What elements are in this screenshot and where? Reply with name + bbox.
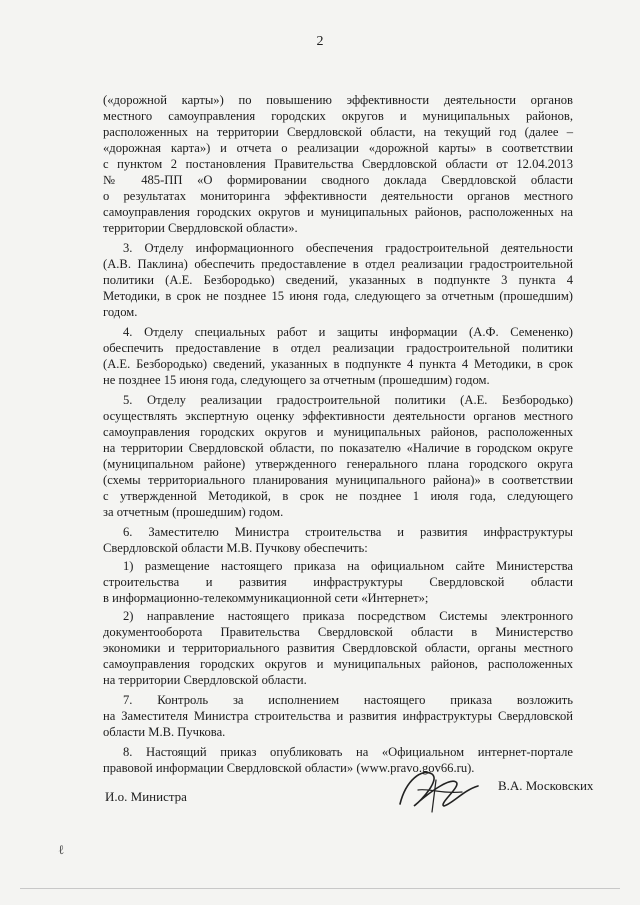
text-line: обеспечить предоставление в отдел реализации градостроительной политики	[103, 341, 573, 355]
text-line: на территории Свердловской области.	[103, 673, 307, 687]
text-line: («дорожной карты») по повышению эффективности деятельности органов	[103, 93, 573, 107]
text-line: документооборота Правительства Свердловской области в Министерство	[103, 625, 573, 639]
text-line: за отчетным (прошедшим) годом.	[103, 505, 284, 519]
text-line: «дорожная карта») и отчета о реализации «дорожной карты» в соответствии	[103, 141, 573, 155]
text-line: годом.	[103, 305, 138, 319]
text-line: с пунктом 2 постановления Правительства Свердловской области от 12.04.2013	[103, 157, 573, 171]
text-line: 6. Заместителю Министра строительства и развития инфраструктуры	[123, 525, 573, 539]
text-line: не позднее 15 июня года, следующего за отчетным (прошедшим) годом.	[103, 373, 490, 387]
signatory-name: В.А. Московских	[498, 778, 594, 793]
text-line: с утвержденной Методикой, в срок не позднее 1 июля года, следующего	[103, 489, 573, 503]
text-line: 8. Настоящий приказ опубликовать на «Официальном интернет-портале	[123, 745, 573, 759]
text-line: территории Свердловской области».	[103, 221, 298, 235]
scan-artifact-mark: ℓ	[58, 842, 65, 857]
text-line: 1) размещение настоящего приказа на официальном сайте Министерства	[123, 559, 573, 573]
text-line: 3. Отделу информационного обеспечения градостроительной деятельности	[123, 241, 573, 255]
text-line: местного самоуправления городских округов и муниципальных районов,	[103, 109, 573, 123]
text-line: (муниципальном районе) утвержденного генерального плана городского округа	[103, 457, 573, 471]
text-line: № 485-ПП «О формировании сводного доклада Свердловской области	[103, 173, 573, 187]
page-number: 2	[316, 34, 324, 49]
text-line: экономики и территориального развития Свердловской области, органы местного	[103, 641, 573, 655]
handwritten-signature-icon	[392, 760, 482, 820]
scan-edge-line	[20, 888, 620, 889]
text-line: (схемы территориального планирования муниципального района)» в соответствии	[103, 473, 573, 487]
text-line: самоуправления городских округов и муниципальных районов, расположенных	[103, 657, 573, 671]
text-line: 5. Отделу реализации градостроительной политики (А.Е. Безбородько)	[123, 393, 573, 407]
text-line: расположенных на территории Свердловской области, на текущий год (далее –	[103, 125, 573, 139]
text-line: на Заместителя Министра строительства и развития инфраструктуры Свердловской	[103, 709, 573, 723]
text-line: области М.В. Пучкова.	[103, 725, 226, 739]
text-line: 4. Отделу специальных работ и защиты информации (А.Ф. Семененко)	[123, 325, 573, 339]
text-line: на территории Свердловской области, по показателю «Наличие в городском округе	[103, 441, 573, 455]
text-line: 7. Контроль за исполнением настоящего приказа возложить	[123, 693, 573, 707]
text-line: правовой информации Свердловской области» (www.pravo.gov66.ru).	[103, 761, 475, 775]
text-line: Методики, в срок не позднее 15 июня года, следующего за отчетным (прошедшим)	[103, 289, 573, 303]
text-line: 2) направление настоящего приказа посредством Системы электронного	[123, 609, 573, 623]
text-line: (А.Е. Безбородько) сведений, указанных в подпункте 4 пункта 4 Методики, в срок	[103, 357, 573, 371]
text-line: в информационно-телекоммуникационной сети «Интернет»;	[103, 591, 429, 605]
text-line: Свердловской области М.В. Пучкову обеспечить:	[103, 541, 368, 555]
text-line: самоуправления городских округов и муниципальных районов, расположенных	[103, 425, 573, 439]
signatory-title: И.о. Министра	[105, 789, 187, 804]
text-line: осуществлять экспертную оценку эффективности деятельности органов местного	[103, 409, 573, 423]
text-line: о результатах мониторинга эффективности деятельности органов местного	[103, 189, 573, 203]
text-line: самоуправления городских округов и муниципальных районов, расположенных на	[103, 205, 573, 219]
text-line: строительства и развития инфраструктуры Свердловской области	[103, 575, 573, 589]
text-line: политики (А.Е. Безбородько) сведений, указанных в подпункте 3 пункта 4	[103, 273, 573, 287]
text-line: (А.В. Паклина) обеспечить предоставление в отдел реализации градостроительной	[103, 257, 573, 271]
